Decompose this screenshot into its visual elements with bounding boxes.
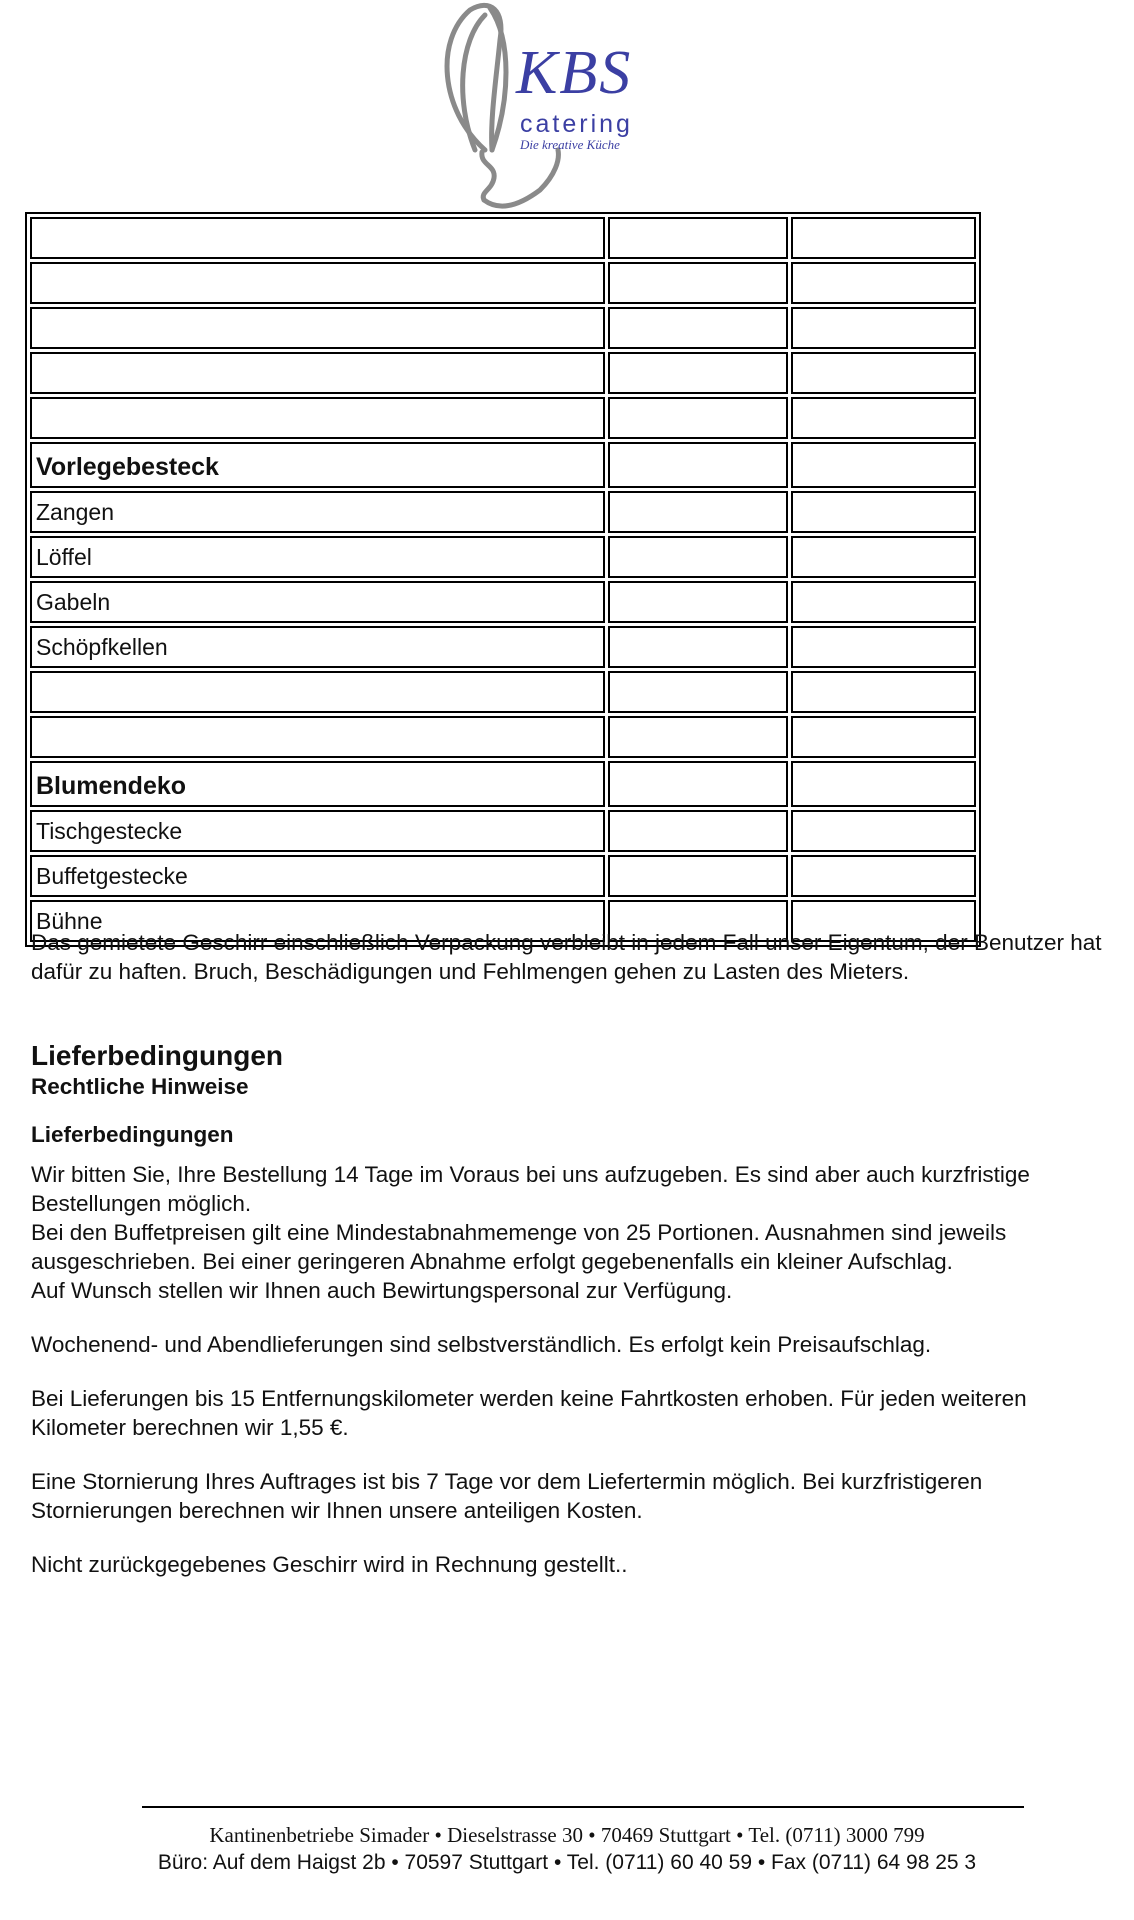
paragraph-delivery: Bei Lieferungen bis 15 Entfernungskilometer werden keine Fahrtkosten erhoben. Für jeden weiteren Kilometer berechnen wir 1,55 €.: [31, 1386, 1027, 1440]
table-cell-price: [791, 810, 976, 852]
table-row: [30, 581, 976, 623]
table-item-label: [30, 716, 605, 758]
table-cell-quantity: [608, 581, 789, 623]
order-table: [25, 212, 981, 947]
table-row: [30, 671, 976, 713]
table-row: [30, 536, 976, 578]
footer-divider: [142, 1806, 1024, 1808]
table-cell-quantity: [608, 217, 789, 259]
paragraph-order: Wir bitten Sie, Ihre Bestellung 14 Tage im Voraus bei uns aufzugeben. Es sind aber auch kurzfristige Bestellungen möglich.: [31, 1162, 1030, 1216]
table-cell-price: [791, 536, 976, 578]
table-item-label: [30, 262, 605, 304]
section-title: Lieferbedingungen: [31, 1040, 283, 1071]
table-row: [30, 626, 976, 668]
table-section-heading: Blumendeko: [30, 761, 605, 807]
table-item-label: Löffel: [30, 536, 605, 578]
table-row: [30, 716, 976, 758]
section-subtitle: Rechtliche Hinweise: [31, 1074, 249, 1099]
table-cell-price: [791, 217, 976, 259]
conditions-section: [31, 1040, 1111, 1102]
table-item-label: [30, 217, 605, 259]
table-cell-price: [791, 442, 976, 488]
table-row: [30, 397, 976, 439]
table-item-label: [30, 397, 605, 439]
table-row: [30, 810, 976, 852]
table-cell-quantity: [608, 442, 789, 488]
table-item-label: [30, 671, 605, 713]
paragraph-weekend: Wochenend- und Abendlieferungen sind selbstverständlich. Es erfolgt kein Preisaufschlag.: [31, 1332, 932, 1357]
table-row: [30, 352, 976, 394]
table-row: [30, 442, 976, 488]
logo: [430, 0, 670, 215]
table-cell-quantity: [608, 536, 789, 578]
table-cell-quantity: [608, 761, 789, 807]
table-cell-quantity: [608, 810, 789, 852]
table-cell-price: [791, 761, 976, 807]
table-cell-quantity: [608, 262, 789, 304]
logo-subtitle: catering: [520, 110, 633, 138]
table-cell-quantity: [608, 307, 789, 349]
table-cell-price: [791, 855, 976, 897]
table-cell-price: [791, 716, 976, 758]
table-cell-price: [791, 397, 976, 439]
table-row: [30, 761, 976, 807]
table-item-label: Schöpfkellen: [30, 626, 605, 668]
footer-company: Kantinenbetriebe Simader • Dieselstrasse 30 • 70469 Stuttgart • Tel. (0711) 3000 799: [209, 1823, 925, 1847]
table-item-label: [30, 352, 605, 394]
table-item-label: Bühne: [30, 900, 605, 942]
footer-office: Büro: Auf dem Haigst 2b • 70597 Stuttgart • Tel. (0711) 60 40 59 • Fax (0711) 64 98 25 3: [157, 1851, 977, 1874]
table-cell-price: [791, 626, 976, 668]
conditions-subheading: Lieferbedingungen: [31, 1122, 234, 1147]
table-cell-quantity: [608, 855, 789, 897]
table-cell-price: [791, 671, 976, 713]
table-item-label: [30, 307, 605, 349]
table-item-label: Zangen: [30, 491, 605, 533]
table-cell-quantity: [608, 397, 789, 439]
logo-brand: KBS: [516, 39, 633, 107]
table-cell-quantity: [608, 671, 789, 713]
table-cell-quantity: [608, 716, 789, 758]
table-cell-quantity: [608, 491, 789, 533]
notice-text: Das gemietete Geschirr einschließlich Verpackung verbleibt in jedem Fall unser Eigentum, der Benutzer hat dafür zu haften. Bruch, Beschädigungen und Fehlmengen gehen zu Lasten des Mieters.: [31, 930, 1102, 984]
table-cell-quantity: [608, 352, 789, 394]
table-row: [30, 855, 976, 897]
table-section-heading: Vorlegebesteck: [30, 442, 605, 488]
table-cell-price: [791, 262, 976, 304]
table-cell-price: [791, 352, 976, 394]
table-cell-quantity: [608, 626, 789, 668]
table-row: [30, 491, 976, 533]
table-cell-price: [791, 307, 976, 349]
paragraph-cancellation: Eine Stornierung Ihres Auftrages ist bis 7 Tage vor dem Liefertermin möglich. Bei kurzfristigeren Stornierungen berechnen wir Ihnen unsere anteiligen Kosten.: [31, 1469, 983, 1523]
logo-tagline: Die kreative Küche: [520, 137, 620, 152]
table-row: [30, 307, 976, 349]
rental-notice: [31, 928, 1111, 986]
table-item-label: Gabeln: [30, 581, 605, 623]
whisk-icon: [430, 0, 670, 215]
paragraph-staff: Auf Wunsch stellen wir Ihnen auch Bewirtungspersonal zur Verfügung.: [31, 1278, 733, 1303]
table-item-label: Buffetgestecke: [30, 855, 605, 897]
table-item-label: Tischgestecke: [30, 810, 605, 852]
table-row: [30, 217, 976, 259]
table-cell-price: [791, 491, 976, 533]
paragraph-dishes: Nicht zurückgegebenes Geschirr wird in Rechnung gestellt..: [31, 1552, 628, 1577]
table-row: [30, 262, 976, 304]
paragraph-minimum: Bei den Buffetpreisen gilt eine Mindestabnahmemenge von 25 Portionen. Ausnahmen sind jeweils ausgeschrieben. Bei einer geringeren Abnahme erfolgt gegebenenfalls ein kleiner Aufschlag.: [31, 1220, 1007, 1274]
conditions-body: [31, 1120, 1111, 1579]
table-cell-price: [791, 581, 976, 623]
